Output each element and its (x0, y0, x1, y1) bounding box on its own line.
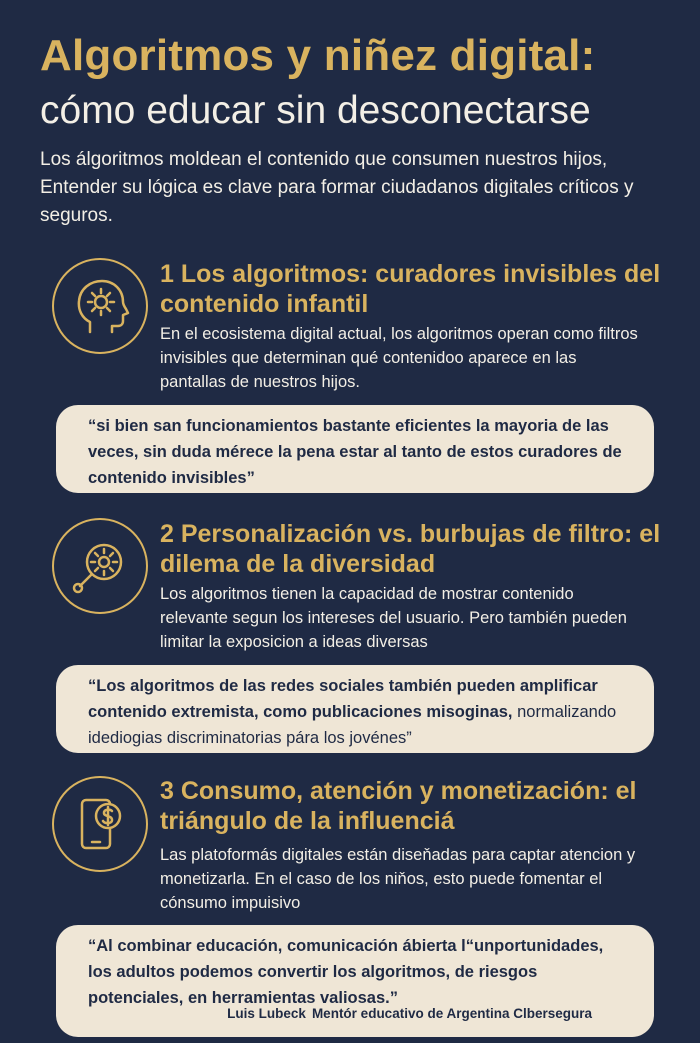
section-1-body: En el ecosistema digital actual, los algoritmos operan como filtros invisibles que determinan qué contenidoo aparece en las pantallas de nuestros hijos. (160, 325, 638, 391)
page-subtitle: cómo educar sin desconectarse (40, 89, 591, 132)
phone-coin-icon (52, 776, 148, 872)
attribution-name: Luis Lubeck (227, 1006, 306, 1021)
gear-magnifier-icon (52, 518, 148, 614)
head-gear-icon (52, 258, 148, 354)
section-3-body: Las platoformás digitales están diseňadas para captar atencion y monetizarla. En el caso de los niňos, esto puede fomentar el cónsumo impuisivo (160, 846, 636, 912)
section-2-quote (56, 665, 654, 753)
section-3-quote (56, 925, 654, 1037)
section-3-quote-text: “Al combinar educación, comunicación ábierta l“unportunidades, los adultos podemos convertir los algoritmos, de riesgos potenciales, en herramientas valiosas.” (88, 937, 604, 1007)
section-1-title: 1 Los algoritmos: curadores invisibles del contenido infantil (160, 260, 661, 318)
section-2-title: 2 Personalización vs. burbujas de filtro: el dilema de la diversidad (160, 520, 661, 578)
section-2-quote-normal: normalizando idediogias discriminatorias pára los jovénes” (88, 703, 617, 747)
section-3-title: 3 Consumo, atención y monetización: el triángulo de la influenciá (160, 777, 637, 835)
section-2-body: Los algoritmos tienen la capacidad de mostrar contenido relevante segun los intereses del usuario. Pero también pueden limitar la exposicion a ideas diversas (160, 585, 627, 651)
attribution (227, 1001, 592, 1027)
section-1-quote: “si bien san funcionamientos bastante eficientes la mayoria de las veces, sin duda mérece la pena estar al tanto de estos curadores de contenido invisibles” (56, 405, 654, 493)
attribution-role: Mentór educativo de Argentina Clbersegura (311, 1006, 592, 1021)
page-title: Algoritmos y niñez digital: (40, 31, 596, 80)
intro-text: Los álgoritmos moldean el contenido que consumen nuestros hijos, Entender su lógica es clave para formar ciudadanos digitales críticos y seguros. (40, 149, 634, 226)
section-2-quote-bold: “Los algoritmos de las redes sociales también pueden amplificar contenido extremista, como publicaciones misoginas, (88, 677, 598, 721)
